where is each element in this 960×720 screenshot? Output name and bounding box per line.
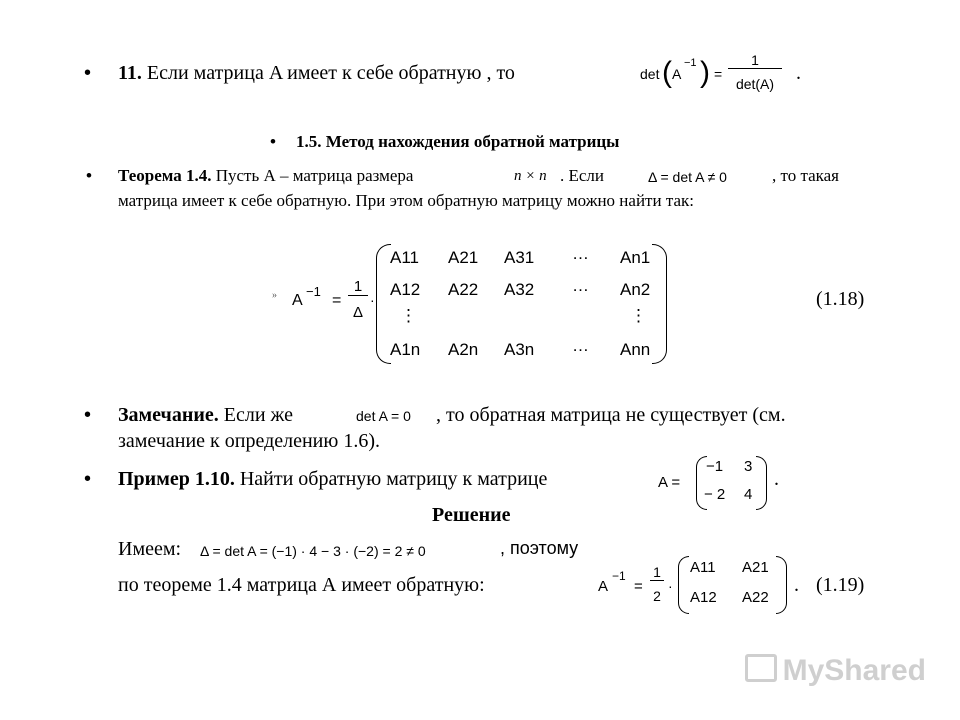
m118-r2c2: A22 <box>448 280 479 299</box>
theorem-label: Теорема 1.4. <box>118 166 212 185</box>
example-end: . <box>774 468 779 490</box>
theorem-text2: . Если <box>560 166 605 185</box>
watermark-icon <box>745 654 777 682</box>
theorem-text3: , то такая <box>772 166 840 185</box>
solution-f-num: 1 <box>650 564 664 581</box>
m118-r3c5: ⋮ <box>630 306 647 325</box>
formula-den: det(A) <box>735 76 775 92</box>
formula118-num: 1 <box>348 278 368 296</box>
solution-paren-right <box>776 556 787 614</box>
watermark-text: MyShared <box>782 654 926 687</box>
solution-title: Решение <box>432 504 511 526</box>
remark-line1 <box>118 404 293 427</box>
example-line <box>118 468 547 491</box>
item11-label: 11. <box>118 62 142 84</box>
m118-r4c4: … <box>572 336 589 355</box>
solution-f-m12: A21 <box>742 559 769 576</box>
theorem-condition: Δ = det A ≠ 0 <box>648 169 727 185</box>
bullet-section: • <box>270 132 276 151</box>
formula118-number: (1.18) <box>816 288 865 310</box>
formula118-den: Δ <box>352 304 364 321</box>
example-paren-right <box>756 456 767 510</box>
item11-end: . <box>796 62 801 84</box>
bullet-example: • <box>84 468 92 490</box>
bullet-item11: • <box>84 62 92 84</box>
solution-line3: по теореме 1.4 матрица А имеет обратную: <box>118 574 485 596</box>
theorem-line1 <box>118 166 413 186</box>
bullet-remark: • <box>84 404 92 426</box>
section-title: 1.5. Метод нахождения обратной матрицы <box>296 132 620 151</box>
m118-r1c2: A21 <box>448 248 479 267</box>
formula118-eq: = <box>332 292 342 309</box>
solution-f-den: 2 <box>653 588 661 604</box>
formula-paren-right: ) <box>700 56 710 89</box>
formula-eq: = <box>714 66 723 82</box>
m118-r2c1: A12 <box>390 280 421 299</box>
solution-f-m11: A11 <box>690 559 716 576</box>
formula-det: det <box>640 66 660 82</box>
m118-r1c1: A11 <box>390 248 419 267</box>
solution-f-eq: = <box>634 578 643 595</box>
m118-r1c3: A31 <box>504 248 535 267</box>
formula118-marker: » <box>272 290 277 301</box>
m118-r2c3: A32 <box>504 280 535 299</box>
solution-f-m21: A12 <box>690 589 717 606</box>
solution-have-formula: Δ = det A = (−1) · 4 − 3 · (−2) = 2 ≠ 0 <box>200 543 426 559</box>
example-m22: 4 <box>744 486 753 503</box>
bullet-theorem: • <box>86 166 92 185</box>
item11-text-line <box>118 62 515 85</box>
example-text: Найти обратную матрицу к матрице <box>239 468 548 490</box>
solution-f-inv: −1 <box>612 569 626 583</box>
m118-r4c5: Ann <box>620 340 651 359</box>
example-matrix-name: A = <box>658 474 681 491</box>
solution-have-end: , поэтому <box>500 538 579 558</box>
solution-paren-left <box>678 556 689 614</box>
m118-r2c5: An2 <box>620 280 651 299</box>
formula118-lhs: A <box>292 292 303 309</box>
m118-r4c2: A2n <box>448 340 479 359</box>
m118-r1c4: … <box>572 244 589 263</box>
solution-have-label: Имеем: <box>118 538 182 560</box>
remark-condition: det A = 0 <box>356 408 411 424</box>
item11-text: Если матрица A имеет к себе обратную , то <box>146 62 515 84</box>
m118-r1c5: An1 <box>620 248 651 267</box>
solution-f-number: (1.19) <box>816 574 865 596</box>
example-m21: − 2 <box>704 486 726 503</box>
solution-f-end: . <box>794 574 799 596</box>
remark-text1: Если же <box>223 404 293 426</box>
m118-r4c1: A1n <box>390 340 421 359</box>
watermark-logo <box>745 654 926 688</box>
theorem-size: n × n <box>514 168 547 184</box>
theorem-text1: Пусть А – матрица размера <box>215 166 414 185</box>
remark-label: Замечание. <box>118 404 219 426</box>
example-m12: 3 <box>744 458 753 475</box>
remark-line2: замечание к определению 1.6). <box>118 430 380 452</box>
remark-text2: , то обратная матрица не существует (см. <box>436 404 786 426</box>
m118-r3c1: ⋮ <box>400 306 417 325</box>
example-m11: −1 <box>706 458 724 475</box>
example-label: Пример 1.10. <box>118 468 235 490</box>
m118-r2c4: … <box>572 276 589 295</box>
theorem-line2: матрица имеет к себе обратную. При этом обратную матрицу можно найти так: <box>118 191 694 210</box>
formula118-dot: · <box>370 292 375 308</box>
solution-f-lhs: A <box>598 578 609 595</box>
formula-paren-left: ( <box>662 56 672 89</box>
solution-f-m22: A22 <box>742 589 769 606</box>
m118-r4c3: A3n <box>504 340 535 359</box>
formula-inv: −1 <box>684 57 697 69</box>
formula-num: 1 <box>728 52 782 69</box>
solution-f-dot: · <box>668 578 673 594</box>
matrix118-paren-right <box>652 244 667 364</box>
formula-a: A <box>672 66 682 82</box>
formula118-inv: −1 <box>306 284 321 299</box>
matrix118-paren-left <box>376 244 391 364</box>
